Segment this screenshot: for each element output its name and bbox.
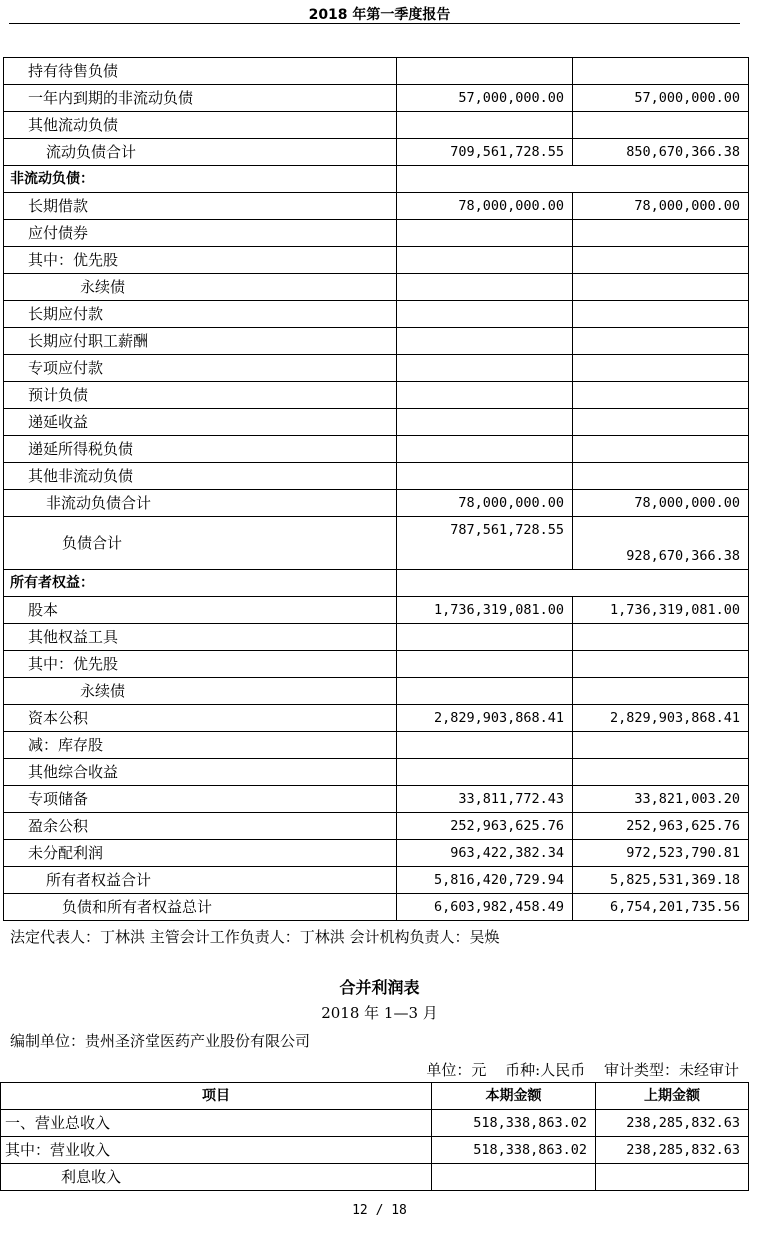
section-heading: 非流动负债： — [4, 166, 397, 193]
current-amount: 5,816,420,729.94 — [397, 867, 573, 894]
row-label: 长期应付职工薪酬 — [4, 328, 397, 355]
row-label: 减：库存股 — [4, 732, 397, 759]
table-row — [4, 813, 749, 840]
previous-amount: 78,000,000.00 — [573, 193, 749, 220]
current-amount — [397, 112, 573, 139]
table-row — [4, 355, 749, 382]
previous-amount — [573, 651, 749, 678]
current-amount: 6,603,982,458.49 — [397, 894, 573, 921]
current-amount — [397, 247, 573, 274]
row-label: 永续债 — [4, 678, 397, 705]
previous-amount — [573, 355, 749, 382]
row-label: 应付债券 — [4, 220, 397, 247]
table-row — [4, 112, 749, 139]
table-row — [4, 463, 749, 490]
column-header-item: 项目 — [1, 1083, 432, 1110]
previous-amount — [573, 274, 749, 301]
table-row — [4, 490, 749, 517]
compiler-line: 编制单位：贵州圣济堂医药产业股份有限公司 — [10, 1032, 311, 1050]
table-row — [4, 705, 749, 732]
current-amount: 963,422,382.34 — [397, 840, 573, 867]
current-amount: 252,963,625.76 — [397, 813, 573, 840]
previous-amount: 238,285,832.63 — [596, 1110, 749, 1137]
row-label: 负债和所有者权益总计 — [4, 894, 397, 921]
table-row — [4, 786, 749, 813]
row-label: 其他非流动负债 — [4, 463, 397, 490]
table-row — [4, 247, 749, 274]
row-label: 预计负债 — [4, 382, 397, 409]
previous-amount — [596, 1164, 749, 1191]
current-amount: 518,338,863.02 — [432, 1137, 596, 1164]
row-label: 其他权益工具 — [4, 624, 397, 651]
table-row — [4, 328, 749, 355]
row-label: 专项储备 — [4, 786, 397, 813]
previous-amount — [573, 220, 749, 247]
previous-amount: 6,754,201,735.56 — [573, 894, 749, 921]
current-amount: 78,000,000.00 — [397, 490, 573, 517]
audit-type-label: 审计类型：未经审计 — [603, 1061, 739, 1079]
current-amount — [397, 463, 573, 490]
row-label: 持有待售负债 — [4, 58, 397, 85]
current-amount-cell — [397, 517, 573, 570]
empty-cell — [397, 166, 749, 193]
row-label: 流动负债合计 — [4, 139, 397, 166]
section-header-row — [4, 570, 749, 597]
section-heading: 所有者权益： — [4, 570, 397, 597]
current-amount — [397, 436, 573, 463]
row-label: 一、营业总收入 — [1, 1110, 432, 1137]
row-label: 一年内到期的非流动负债 — [4, 85, 397, 112]
table-row — [1, 1137, 749, 1164]
previous-amount: 928,670,366.38 — [626, 548, 740, 564]
row-label: 递延收益 — [4, 409, 397, 436]
current-amount — [397, 409, 573, 436]
row-label: 递延所得税负债 — [4, 436, 397, 463]
column-header-previous: 上期金额 — [596, 1083, 749, 1110]
previous-amount: 972,523,790.81 — [573, 840, 749, 867]
previous-amount — [573, 436, 749, 463]
table-row — [4, 409, 749, 436]
row-label: 股本 — [4, 597, 397, 624]
row-label: 利息收入 — [1, 1164, 432, 1191]
row-label: 其中：营业收入 — [1, 1137, 432, 1164]
current-amount: 787,561,728.55 — [450, 522, 564, 538]
row-label: 永续债 — [4, 274, 397, 301]
previous-amount: 1,736,319,081.00 — [573, 597, 749, 624]
current-amount — [397, 301, 573, 328]
table-row — [4, 220, 749, 247]
row-label: 未分配利润 — [4, 840, 397, 867]
unit-label: 单位：元 — [426, 1061, 487, 1079]
income-statement-table — [0, 1082, 749, 1191]
previous-amount: 238,285,832.63 — [596, 1137, 749, 1164]
statement-meta — [412, 1059, 739, 1080]
current-amount — [397, 274, 573, 301]
table-row — [1, 1110, 749, 1137]
current-amount: 518,338,863.02 — [432, 1110, 596, 1137]
table-header-row — [1, 1083, 749, 1110]
row-label: 专项应付款 — [4, 355, 397, 382]
table-row — [4, 759, 749, 786]
row-label: 负债合计 — [4, 517, 397, 570]
table-row — [4, 597, 749, 624]
previous-amount — [573, 678, 749, 705]
previous-amount — [573, 112, 749, 139]
current-amount — [397, 624, 573, 651]
table-row — [4, 517, 749, 570]
header-divider — [9, 23, 740, 24]
previous-amount: 252,963,625.76 — [573, 813, 749, 840]
current-amount: 1,736,319,081.00 — [397, 597, 573, 624]
signature-line: 法定代表人：丁林洪 主管会计工作负责人：丁林洪 会计机构负责人：吴焕 — [10, 928, 500, 946]
row-label: 其他综合收益 — [4, 759, 397, 786]
previous-amount — [573, 301, 749, 328]
row-label: 其中：优先股 — [4, 651, 397, 678]
current-amount — [397, 678, 573, 705]
row-label: 长期借款 — [4, 193, 397, 220]
row-label: 资本公积 — [4, 705, 397, 732]
current-amount — [432, 1164, 596, 1191]
current-amount: 2,829,903,868.41 — [397, 705, 573, 732]
row-label: 盈余公积 — [4, 813, 397, 840]
previous-amount — [573, 328, 749, 355]
table-row — [1, 1164, 749, 1191]
table-row — [4, 436, 749, 463]
income-statement-period: 2018 年 1—3 月 — [321, 1004, 438, 1022]
empty-cell — [397, 570, 749, 597]
previous-amount: 33,821,003.20 — [573, 786, 749, 813]
section-header-row — [4, 166, 749, 193]
row-label: 长期应付款 — [4, 301, 397, 328]
table-row — [4, 274, 749, 301]
report-header-title: 2018 年第一季度报告 — [308, 7, 451, 23]
table-row — [4, 85, 749, 112]
table-row — [4, 382, 749, 409]
previous-amount — [573, 247, 749, 274]
current-amount — [397, 651, 573, 678]
previous-amount — [573, 463, 749, 490]
previous-amount — [573, 382, 749, 409]
currency-label: 币种:人民币 — [505, 1061, 586, 1079]
previous-amount — [573, 759, 749, 786]
page-number: 12 / 18 — [352, 1203, 407, 1218]
current-amount: 78,000,000.00 — [397, 193, 573, 220]
previous-amount — [573, 732, 749, 759]
row-label: 其他流动负债 — [4, 112, 397, 139]
previous-amount — [573, 58, 749, 85]
previous-amount — [573, 409, 749, 436]
row-label: 其中：优先股 — [4, 247, 397, 274]
previous-amount: 57,000,000.00 — [573, 85, 749, 112]
income-statement-title: 合并利润表 — [339, 978, 420, 997]
current-amount — [397, 58, 573, 85]
current-amount — [397, 759, 573, 786]
column-header-current: 本期金额 — [432, 1083, 596, 1110]
table-row — [4, 193, 749, 220]
previous-amount-cell — [573, 517, 749, 570]
previous-amount — [573, 624, 749, 651]
previous-amount: 850,670,366.38 — [573, 139, 749, 166]
balance-sheet-table — [3, 57, 749, 921]
table-row — [4, 58, 749, 85]
current-amount — [397, 328, 573, 355]
table-row — [4, 139, 749, 166]
previous-amount: 78,000,000.00 — [573, 490, 749, 517]
current-amount — [397, 732, 573, 759]
table-row — [4, 678, 749, 705]
previous-amount: 5,825,531,369.18 — [573, 867, 749, 894]
current-amount — [397, 382, 573, 409]
current-amount: 709,561,728.55 — [397, 139, 573, 166]
current-amount — [397, 355, 573, 382]
previous-amount: 2,829,903,868.41 — [573, 705, 749, 732]
row-label: 非流动负债合计 — [4, 490, 397, 517]
current-amount — [397, 220, 573, 247]
table-row — [4, 840, 749, 867]
row-label: 所有者权益合计 — [4, 867, 397, 894]
table-row — [4, 894, 749, 921]
table-row — [4, 732, 749, 759]
current-amount: 57,000,000.00 — [397, 85, 573, 112]
current-amount: 33,811,772.43 — [397, 786, 573, 813]
table-row — [4, 867, 749, 894]
table-row — [4, 651, 749, 678]
table-row — [4, 624, 749, 651]
table-row — [4, 301, 749, 328]
